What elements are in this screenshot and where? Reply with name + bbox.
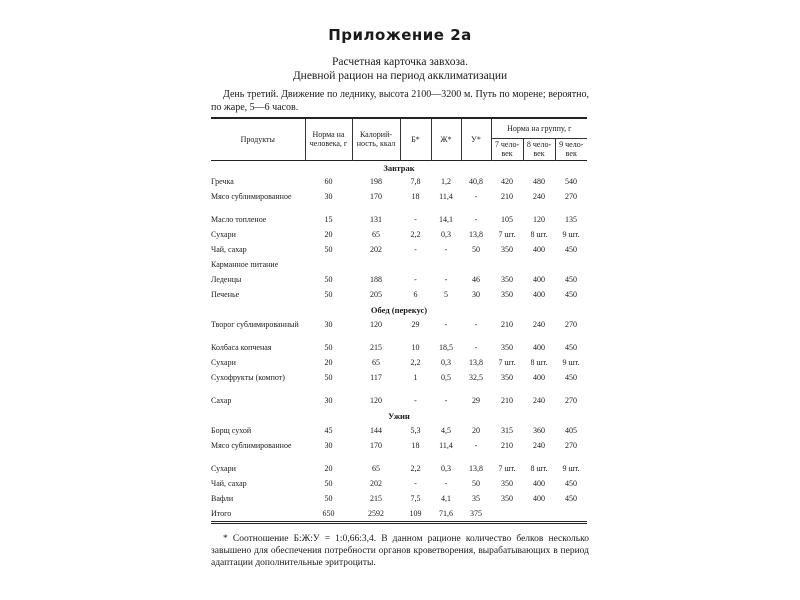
cell-group-8: 240 [533, 192, 545, 201]
cell-norm: 50 [324, 373, 333, 382]
cell-product: Сухофрукты (компот) [211, 373, 285, 382]
cell-calories: 131 [370, 215, 382, 224]
section-header-row [211, 409, 587, 424]
cell-calories: 65 [372, 358, 380, 367]
header-7-people: 7 чело-век [491, 138, 523, 160]
cell-norm: 60 [324, 177, 333, 186]
cell-carbs: 13,8 [469, 358, 483, 367]
cell-protein: - [414, 245, 417, 254]
cell-calories: 188 [370, 275, 382, 284]
header-8-people: 8 чело-век [523, 138, 555, 160]
cell-group-9: 9 шт. [562, 464, 580, 473]
cell-fat: 4,5 [441, 426, 451, 435]
cell-protein: - [414, 396, 417, 405]
cell-group-9: 450 [565, 479, 578, 488]
table-row [211, 288, 587, 303]
cell-fat: 0,3 [441, 358, 451, 367]
cell-product: Печенье [211, 290, 240, 299]
cell-carbs: 29 [472, 396, 480, 405]
cell-protein: 1 [413, 373, 418, 382]
cell-calories: 215 [370, 494, 382, 503]
table-row [211, 477, 587, 492]
table-row [211, 394, 587, 409]
cell-norm: 50 [324, 343, 333, 352]
header-calories: Калорий-ность, ккал [352, 118, 400, 160]
cell-group-7: 350 [501, 290, 513, 299]
header-group-norm: Норма на группу, г [491, 118, 587, 138]
document-body [211, 88, 589, 569]
table-row [211, 175, 587, 190]
cell-product: Сахар [211, 396, 232, 405]
cell-group-9: 450 [565, 373, 578, 382]
table-row [211, 213, 587, 228]
cell-group-8: 400 [533, 494, 545, 503]
section-label: Ужин [388, 411, 410, 421]
cell-group-9: 450 [565, 343, 578, 352]
cell-protein: 2,2 [410, 230, 421, 239]
cell-calories: 205 [370, 290, 382, 299]
cell-product: Колбаса копченая [211, 343, 272, 352]
cell-protein: - [414, 479, 417, 488]
cell-group-9: 450 [565, 290, 578, 299]
cell-group-8: 8 шт. [530, 464, 548, 473]
cell-norm: 20 [324, 230, 333, 239]
cell-group-7: 105 [501, 215, 513, 224]
cell-fat: 0,5 [441, 373, 451, 382]
cell-calories: 65 [372, 230, 380, 239]
header-norm: Норма на человека, г [305, 118, 352, 160]
cell-fat: 14,1 [439, 215, 453, 224]
cell-fat: - [444, 275, 448, 284]
cell-product: Сухари [211, 358, 236, 367]
cell-group-9: 450 [565, 275, 578, 284]
cell-group-9: 405 [565, 426, 578, 435]
cell-calories: 2592 [368, 509, 384, 518]
cell-product: Сухари [211, 464, 236, 473]
table-row [211, 507, 587, 522]
cell-fat: 4,1 [441, 494, 451, 503]
cell-group-8: 8 шт. [530, 358, 548, 367]
cell-carbs: - [474, 320, 478, 329]
cell-norm: 50 [324, 275, 333, 284]
cell-product: Чай, сахар [211, 479, 247, 488]
cell-product: Творог сублимированный [211, 320, 299, 329]
cell-product: Борщ сухой [211, 426, 252, 435]
cell-carbs: 35 [472, 494, 480, 503]
cell-norm: 20 [324, 358, 333, 367]
cell-protein: 18 [411, 192, 420, 201]
cell-carbs: - [474, 441, 478, 450]
cell-calories: 144 [370, 426, 382, 435]
table-row [211, 371, 587, 394]
cell-norm: 50 [324, 479, 333, 488]
section-label: Завтрак [383, 162, 415, 173]
cell-fat: 1,2 [441, 177, 451, 186]
cell-norm: 30 [324, 396, 333, 405]
cell-norm: 30 [324, 320, 333, 329]
cell-group-7: 210 [501, 192, 513, 201]
table-row [211, 492, 587, 507]
cell-norm: 50 [324, 245, 333, 254]
cell-product: Мясо сублимированное [211, 192, 292, 201]
table-row [211, 462, 587, 477]
cell-protein: 2,2 [410, 358, 421, 367]
cell-carbs: 375 [470, 509, 482, 518]
cell-group-7: 350 [501, 343, 513, 352]
cell-group-9: 270 [565, 396, 578, 405]
subsection-row [211, 258, 587, 273]
cell-group-9: 9 шт. [562, 358, 580, 367]
cell-group-7: 7 шт. [498, 464, 516, 473]
cell-carbs: 46 [472, 275, 480, 284]
cell-group-8: 120 [533, 215, 545, 224]
cell-fat: - [444, 245, 448, 254]
table-row [211, 439, 587, 462]
cell-group-9: 450 [565, 245, 578, 254]
cell-product: Вафли [211, 494, 234, 503]
header-protein: Б* [400, 118, 431, 160]
header-product: Продукты [211, 118, 305, 160]
cell-group-8: 360 [533, 426, 545, 435]
cell-protein: 7,8 [410, 177, 421, 186]
cell-norm: 30 [324, 192, 333, 201]
cell-group-9: 270 [565, 320, 578, 329]
cell-fat: 5 [444, 290, 448, 299]
cell-carbs: 40,8 [469, 177, 483, 186]
cell-group-8: 400 [533, 373, 545, 382]
cell-product: Итого [211, 509, 232, 518]
cell-protein: - [414, 275, 417, 284]
intro-paragraph: День третий. Движение по леднику, высота 2100—3200 м. Путь по морене; вероятно, по жаре, 5—6 часов. [211, 89, 589, 113]
cell-protein: 109 [409, 509, 422, 518]
cell-group-8: 240 [533, 320, 545, 329]
cell-group-7: 210 [501, 396, 513, 405]
section-label: Обед (перекус) [370, 305, 428, 315]
cell-calories: 202 [370, 245, 382, 254]
table-body [211, 160, 587, 522]
cell-carbs: - [474, 343, 478, 352]
cell-group-8: 400 [533, 290, 545, 299]
table-row [211, 424, 587, 439]
cell-group-8: 8 шт. [530, 230, 548, 239]
cell-group-7: 350 [501, 373, 513, 382]
table-row [211, 356, 587, 371]
cell-protein: 10 [411, 343, 420, 352]
cell-product: Гречка [211, 177, 234, 186]
cell-calories: 170 [370, 441, 382, 450]
cell-calories: 120 [370, 320, 382, 329]
cell-carbs: 30 [472, 290, 480, 299]
cell-carbs: 20 [472, 426, 480, 435]
cell-group-7: 210 [501, 320, 513, 329]
cell-group-8: 240 [533, 396, 545, 405]
cell-group-7: 350 [501, 275, 513, 284]
cell-calories: 170 [370, 192, 382, 201]
cell-group-8: 240 [533, 441, 545, 450]
table-row [211, 190, 587, 213]
header-fat: Ж* [431, 118, 461, 160]
cell-norm: 50 [324, 290, 333, 299]
cell-product: Мясо сублимированное [211, 441, 292, 450]
cell-carbs: 50 [472, 479, 480, 488]
table-row [211, 318, 587, 341]
section-header-row [211, 160, 587, 175]
cell-group-7: 350 [501, 494, 513, 503]
cell-norm: 15 [324, 215, 333, 224]
cell-norm: 30 [324, 441, 333, 450]
page-title: Приложение 2а [328, 26, 472, 44]
cell-group-9: 540 [565, 177, 578, 186]
cell-fat: 11,4 [439, 441, 453, 450]
cell-group-7: 7 шт. [498, 358, 516, 367]
cell-product: Чай, сахар [211, 245, 247, 254]
cell-group-9 [555, 507, 587, 522]
subsection-label: Карманное питание [211, 260, 279, 269]
cell-group-8 [523, 507, 555, 522]
cell-group-9: 450 [565, 494, 578, 503]
cell-calories: 117 [370, 373, 382, 382]
cell-carbs: - [474, 192, 478, 201]
cell-group-8: 400 [533, 245, 545, 254]
cell-carbs: 13,8 [469, 230, 483, 239]
table-row [211, 273, 587, 288]
cell-fat: 18,5 [439, 343, 453, 352]
cell-group-8: 400 [533, 479, 545, 488]
cell-calories: 120 [370, 396, 382, 405]
cell-protein: 5,3 [410, 426, 421, 435]
ration-table [211, 117, 587, 524]
cell-calories: 202 [370, 479, 382, 488]
cell-carbs: 50 [472, 245, 480, 254]
subtitle-line-2: Дневной рацион на период акклиматизации [292, 70, 508, 82]
cell-fat: 0,3 [441, 464, 451, 473]
cell-group-7: 315 [501, 426, 513, 435]
cell-group-9: 135 [565, 215, 578, 224]
cell-group-9: 270 [565, 192, 578, 201]
cell-carbs: 13,8 [469, 464, 483, 473]
cell-group-8: 480 [533, 177, 545, 186]
cell-protein: 29 [411, 320, 420, 329]
section-header-row [211, 303, 587, 318]
cell-norm: 50 [324, 494, 333, 503]
cell-fat: 71,6 [439, 509, 453, 518]
cell-product: Сухари [211, 230, 236, 239]
cell-group-7: 420 [501, 177, 513, 186]
cell-protein: - [414, 215, 417, 224]
cell-protein: 18 [411, 441, 420, 450]
cell-product: Масло топленое [211, 215, 267, 224]
cell-protein: 6 [413, 290, 418, 299]
cell-norm: 20 [324, 464, 333, 473]
footnote: * Соотношение Б:Ж:У = 1:0,66:3,4. В данном рационе количество белков несколько завышено для обеспечения потребности органов кроветворения, вырабатывающих в период адаптации дополнительные эритроциты. [211, 533, 589, 568]
cell-fat: - [444, 479, 448, 488]
cell-fat: 0,3 [441, 230, 451, 239]
cell-protein: 7,5 [410, 494, 421, 503]
cell-protein: 2,2 [410, 464, 421, 473]
cell-carbs: 32,5 [469, 373, 483, 382]
cell-norm: 45 [324, 426, 333, 435]
cell-group-8: 400 [533, 343, 545, 352]
cell-group-7 [491, 507, 523, 522]
cell-group-9: 270 [565, 441, 578, 450]
header-9-people: 9 чело-век [555, 138, 587, 160]
cell-product: Леденцы [211, 275, 242, 284]
cell-fat: - [444, 320, 448, 329]
cell-group-7: 350 [501, 245, 513, 254]
cell-group-8: 400 [533, 275, 545, 284]
cell-carbs: - [474, 215, 478, 224]
cell-group-7: 7 шт. [498, 230, 516, 239]
cell-calories: 215 [370, 343, 382, 352]
cell-group-9: 9 шт. [562, 230, 580, 239]
table-row [211, 341, 587, 356]
cell-group-7: 350 [501, 479, 513, 488]
table-row [211, 243, 587, 258]
table-row [211, 228, 587, 243]
cell-fat: 11,4 [439, 192, 453, 201]
cell-fat: - [444, 396, 448, 405]
header-carbs: У* [461, 118, 491, 160]
cell-norm: 650 [322, 509, 335, 518]
cell-calories: 65 [372, 464, 380, 473]
cell-calories: 198 [370, 177, 382, 186]
subtitle-line-1: Расчетная карточка завхоза. [332, 56, 468, 68]
cell-group-7: 210 [501, 441, 513, 450]
